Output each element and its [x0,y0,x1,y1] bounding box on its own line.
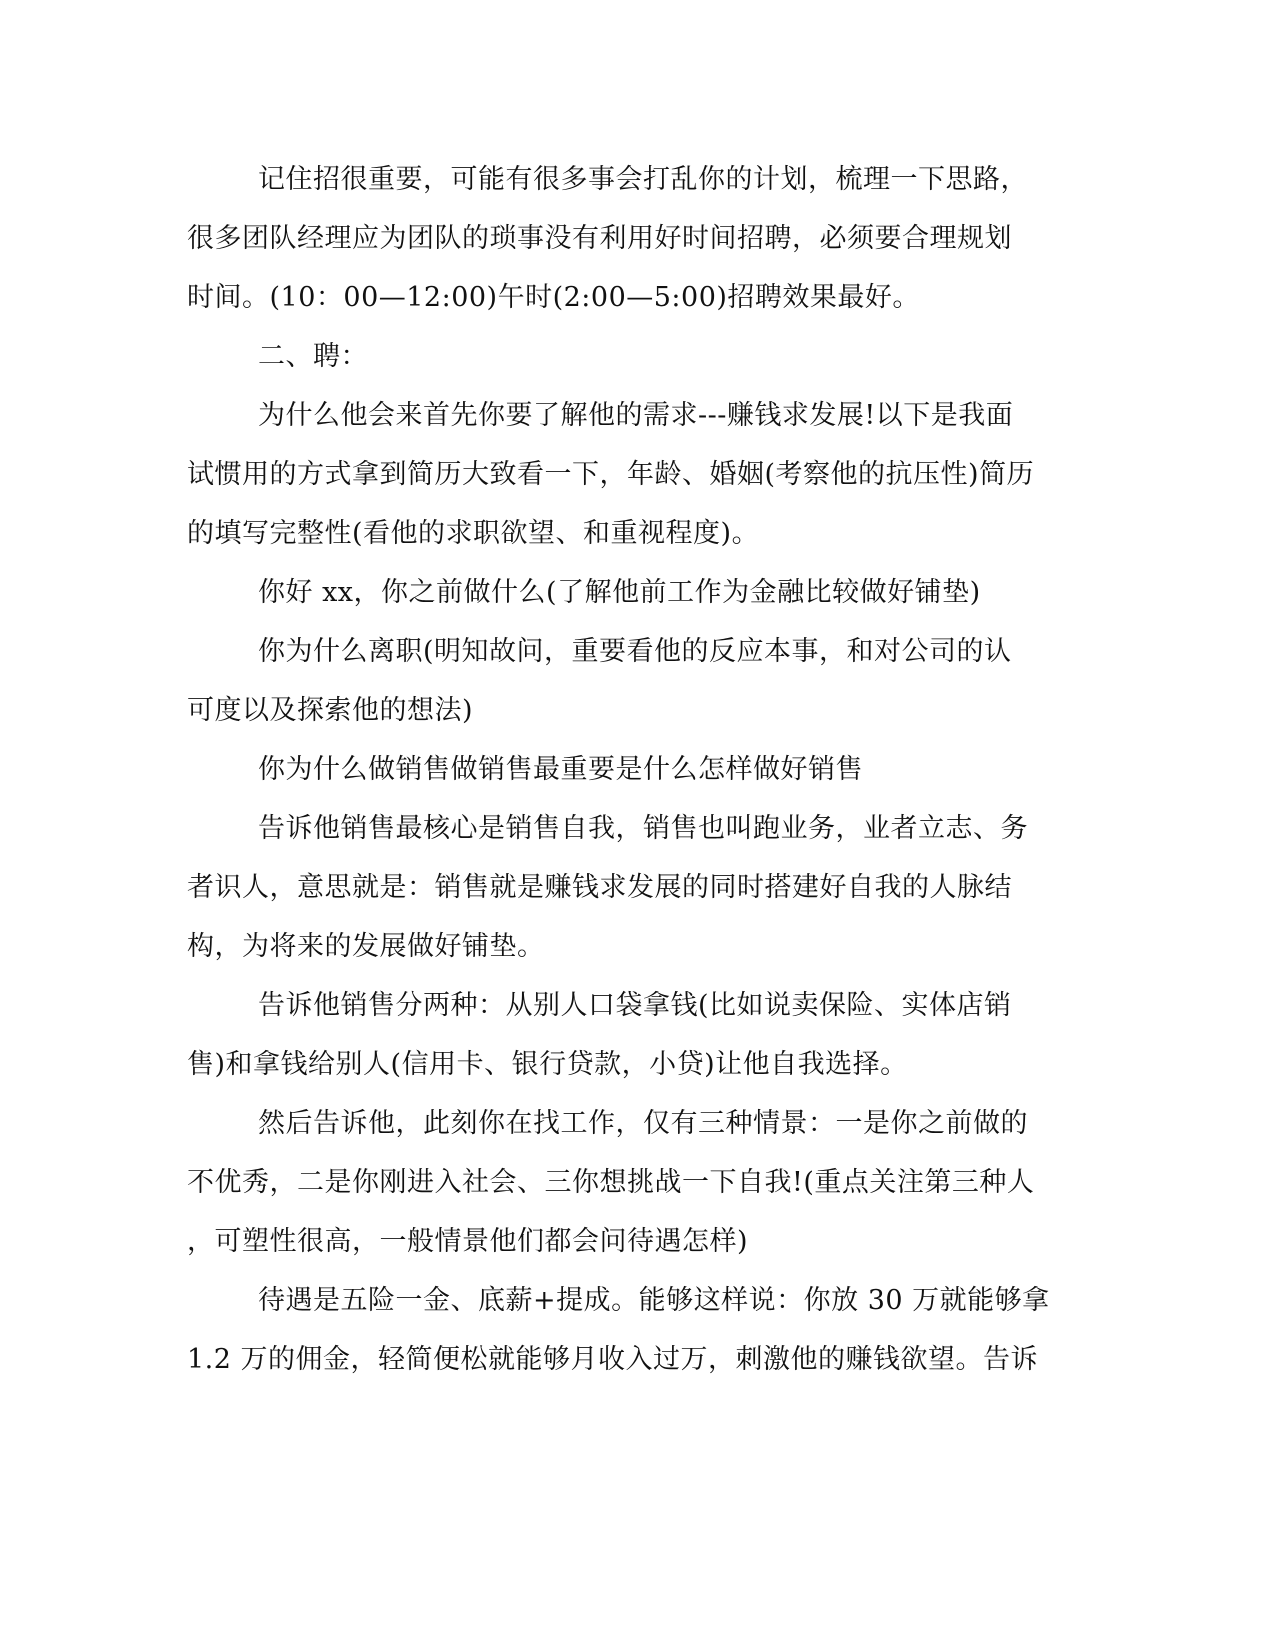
paragraph-line: 记住招很重要，可能有很多事会打乱你的计划，梳理一下思路， [258,164,1028,195]
section-heading: 二、聘： [258,341,368,372]
paragraph-line: 待遇是五险一金、底薪+提成。能够这样说：你放 30 万就能够拿 [258,1285,1050,1316]
paragraph-line: 时间。(10：00—12:00)午时(2:00—5:00)招聘效果最好。 [187,282,920,313]
paragraph-line: 很多团队经理应为团队的琐事没有利用好时间招聘，必须要合理规划 [187,223,1012,254]
paragraph-line: 售)和拿钱给别人(信用卡、银行贷款，小贷)让他自我选择。 [187,1049,908,1080]
paragraph-line: 然后告诉他，此刻你在找工作，仅有三种情景：一是你之前做的 [258,1108,1028,1139]
paragraph-line: 的填写完整性(看他的求职欲望、和重视程度)。 [187,518,760,549]
paragraph-line: 告诉他销售最核心是销售自我，销售也叫跑业务，业者立志、务 [258,813,1028,844]
paragraph-line: 你为什么做销售做销售最重要是什么怎样做好销售 [258,754,863,785]
paragraph-line: 不优秀，二是你刚进入社会、三你想挑战一下自我!(重点关注第三种人 [187,1167,1035,1198]
paragraph-line: 试惯用的方式拿到简历大致看一下，年龄、婚姻(考察他的抗压性)简历 [187,459,1035,490]
paragraph-line: 你为什么离职(明知故问，重要看他的反应本事，和对公司的认 [258,636,1012,667]
paragraph-line: 构，为将来的发展做好铺垫。 [187,931,545,962]
paragraph-line: ，可塑性很高，一般情景他们都会问待遇怎样) [187,1226,749,1257]
paragraph-line: 为什么他会来首先你要了解他的需求---赚钱求发展!以下是我面 [258,400,1014,431]
paragraph-line: 者识人，意思就是：销售就是赚钱求发展的同时搭建好自我的人脉结 [187,872,1012,903]
paragraph-line: 1.2 万的佣金，轻简便松就能够月收入过万，刺激他的赚钱欲望。告诉 [187,1344,1039,1375]
paragraph-line: 告诉他销售分两种：从别人口袋拿钱(比如说卖保险、实体店销 [258,990,1012,1021]
paragraph-line: 你好 xx，你之前做什么(了解他前工作为金融比较做好铺垫) [258,577,981,608]
paragraph-line: 可度以及探索他的想法) [187,695,474,726]
